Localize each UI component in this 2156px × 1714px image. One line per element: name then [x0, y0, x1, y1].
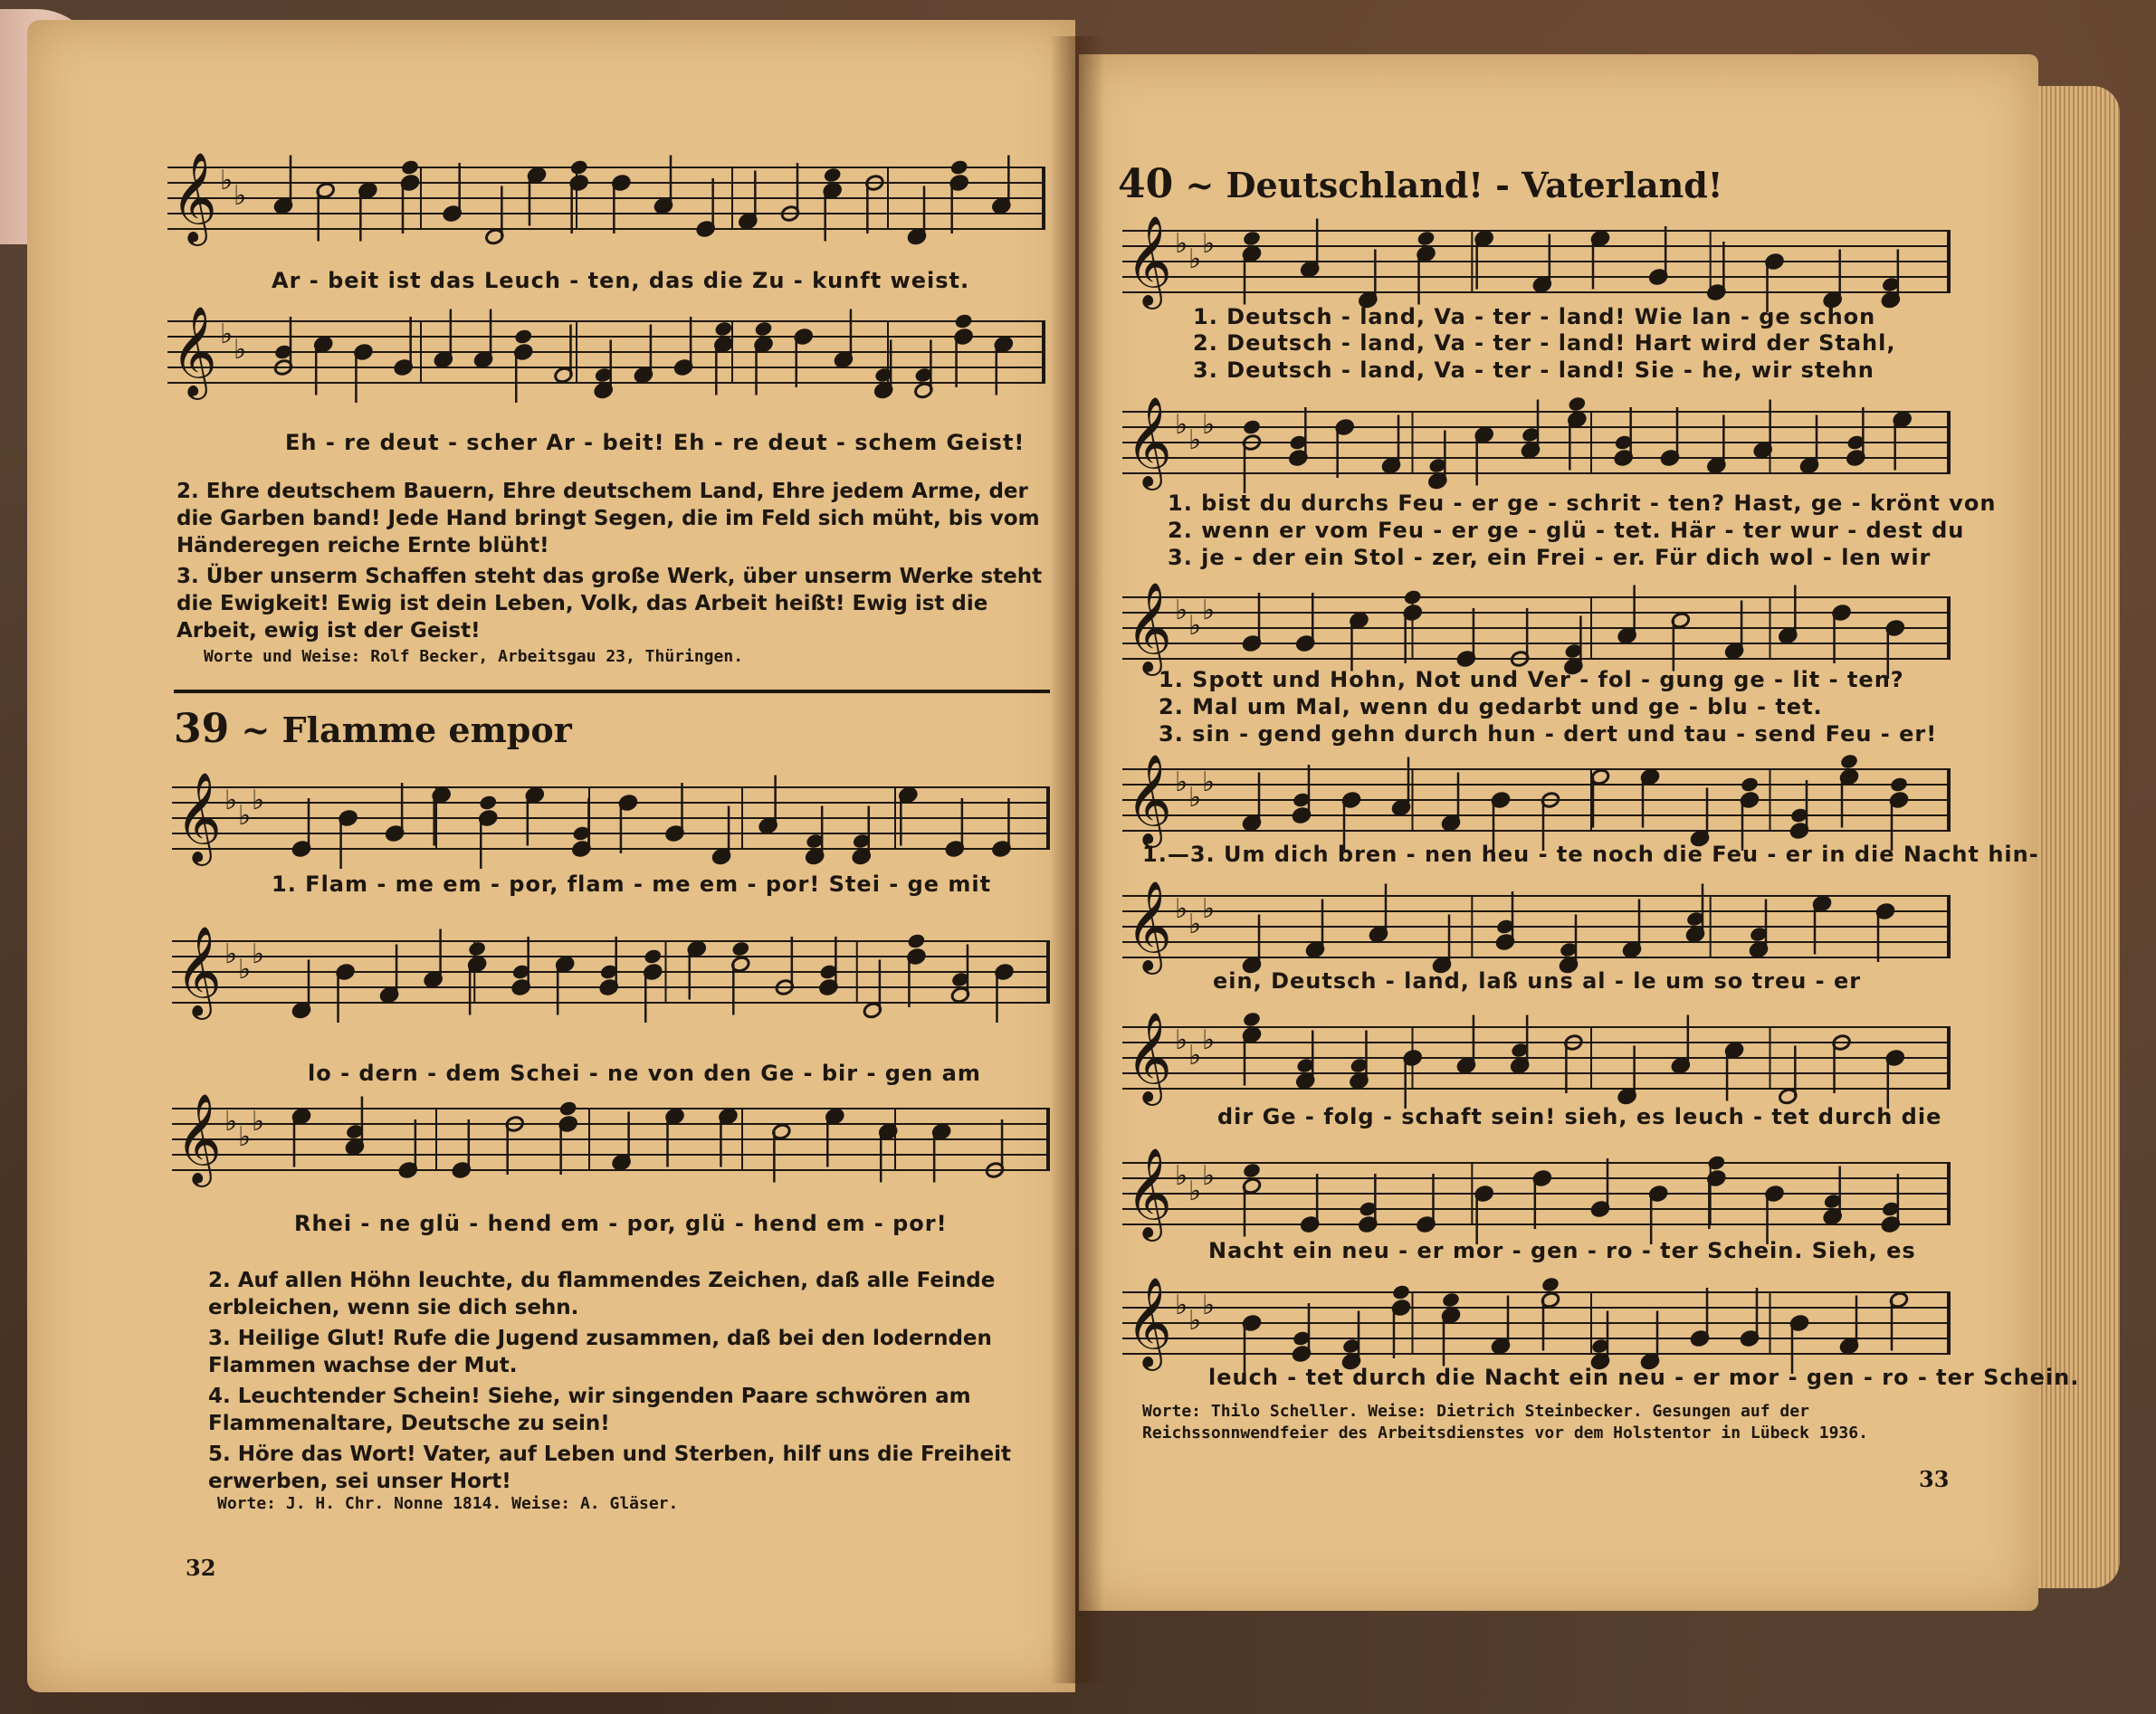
- svg-text:♭: ♭: [220, 164, 234, 196]
- svg-text:♭: ♭: [1202, 892, 1216, 925]
- page-number: 32: [186, 1555, 216, 1581]
- title-dash: ~: [1185, 165, 1215, 205]
- music-staff: [172, 760, 1050, 876]
- svg-text:𝄞: 𝄞: [171, 306, 217, 396]
- svg-text:♭: ♭: [1202, 1289, 1216, 1321]
- lyric-line: 2. Mal um Mal, wenn du gedarbt und ge - blu - tet.: [1159, 694, 1823, 719]
- svg-text:♭: ♭: [238, 1120, 252, 1153]
- svg-text:♭: ♭: [1202, 408, 1216, 441]
- svg-text:♭: ♭: [1175, 1289, 1188, 1321]
- svg-text:𝄞: 𝄞: [1126, 1012, 1172, 1102]
- svg-text:♭: ♭: [1188, 1039, 1202, 1071]
- svg-text:♭: ♭: [1202, 227, 1216, 260]
- verse: 4. Leuchtender Schein! Siehe, wir singenden Paare schwören am Flammenaltare, Deutsche zu sein!: [208, 1385, 971, 1435]
- lyric-line: dir Ge - folg - schaft sein! sieh, es leuch - tet durch die: [1217, 1104, 1942, 1129]
- music-staff: [172, 1081, 1050, 1197]
- svg-text:𝄞: 𝄞: [176, 772, 222, 862]
- svg-text:𝄞: 𝄞: [1126, 215, 1172, 306]
- music-staff: [1122, 742, 1951, 858]
- song-title-text: Deutschland! - Vaterland!: [1226, 165, 1723, 205]
- svg-text:♭: ♭: [1202, 766, 1216, 798]
- svg-text:♭: ♭: [252, 1105, 265, 1138]
- song-number: 40: [1118, 161, 1174, 207]
- verse: 3. Über unserm Schaffen steht das große Werk, über unserm Werke steht die Ewigkeit! Ewig ist dein Leben, Volk, das Arbeit heißt! Ewig ist die Arbeit, ewig ist der Geist!: [176, 565, 1043, 643]
- svg-text:𝄞: 𝄞: [1126, 881, 1172, 971]
- lyric-line: 3. Deutsch - land, Va - ter - land! Sie - he, wir stehn: [1193, 357, 1875, 383]
- music-staff: [1122, 204, 1951, 319]
- svg-text:♭: ♭: [1188, 908, 1202, 940]
- lyric-line: 3. sin - gend gehn durch hun - dert und tau - send Feu - er!: [1159, 721, 1938, 747]
- lyric-line: Rhei - ne glü - hend em - por, glü - hend em - por!: [294, 1211, 948, 1236]
- verse: 2. Auf allen Höhn leuchte, du flammendes Zeichen, daß alle Feinde erbleichen, wenn sie dich sehn.: [208, 1269, 996, 1319]
- svg-text:♭: ♭: [1175, 594, 1188, 626]
- svg-text:♭: ♭: [234, 333, 247, 366]
- music-staff: [1122, 1136, 1951, 1252]
- svg-text:♭: ♭: [238, 799, 252, 832]
- verse: 3. Heilige Glut! Rufe die Jugend zusammen, daß bei den lodernden Flammen wachse der Mut.: [208, 1327, 992, 1377]
- svg-text:♭: ♭: [224, 938, 238, 970]
- svg-text:♭: ♭: [1175, 1159, 1188, 1192]
- song-credit: Worte: Thilo Scheller. Weise: Dietrich Steinbecker. Gesungen auf der Reichssonnwendfeier des Arbeitsdienstes vor dem Holstentor in Lübeck 1936.: [1142, 1402, 1868, 1443]
- music-staff: [1122, 1000, 1951, 1116]
- page-number: 33: [1919, 1466, 1950, 1492]
- svg-text:𝄞: 𝄞: [1126, 396, 1172, 487]
- lyric-line: leuch - tet durch die Nacht ein neu - er mor - gen - ro - ter Schein.: [1208, 1365, 2080, 1390]
- svg-text:♭: ♭: [1202, 1159, 1216, 1192]
- song-credit: Worte: J. H. Chr. Nonne 1814. Weise: A. Gläser.: [217, 1494, 679, 1513]
- svg-text:𝄞: 𝄞: [176, 1093, 222, 1184]
- music-staff: [172, 914, 1050, 1030]
- lyric-line: 1. Deutsch - land, Va - ter - land! Wie lan - ge schon: [1193, 304, 1876, 329]
- svg-text:♭: ♭: [1175, 1024, 1188, 1056]
- svg-text:♭: ♭: [1175, 227, 1188, 260]
- lyric-line: Eh - re deut - scher Ar - beit! Eh - re deut - schem Geist!: [285, 430, 1026, 455]
- music-staff: [1122, 385, 1951, 500]
- svg-text:𝄞: 𝄞: [171, 152, 217, 243]
- section-divider: [174, 690, 1050, 693]
- title-dash: ~: [241, 709, 271, 750]
- svg-text:♭: ♭: [1175, 766, 1188, 798]
- lyric-line: lo - dern - dem Schei - ne von den Ge - bir - gen am: [308, 1061, 981, 1086]
- svg-text:♭: ♭: [1175, 408, 1188, 441]
- svg-text:♭: ♭: [234, 179, 247, 212]
- lyric-line: 1. bist du durchs Feu - er ge - schrit - ten? Hast, ge - krönt von: [1168, 490, 1997, 516]
- music-staff: [167, 294, 1045, 410]
- svg-text:♭: ♭: [1188, 424, 1202, 456]
- svg-text:♭: ♭: [1188, 609, 1202, 642]
- music-staff: [1122, 869, 1951, 985]
- svg-text:♭: ♭: [224, 784, 238, 816]
- lyric-line: Nacht ein neu - er mor - gen - ro - ter Schein. Sieh, es: [1208, 1238, 1916, 1263]
- svg-text:♭: ♭: [252, 938, 265, 970]
- song-number: 39: [174, 706, 230, 752]
- svg-text:♭: ♭: [1188, 781, 1202, 814]
- verse: 5. Höre das Wort! Vater, auf Leben und Sterben, hilf uns die Freiheit erwerben, sei unser Hort!: [208, 1443, 1011, 1493]
- svg-text:♭: ♭: [238, 953, 252, 986]
- verse: 2. Ehre deutschem Bauern, Ehre deutschem Land, Ehre jedem Arme, der die Garben band! Jede Hand bringt Segen, die im Feld sich müht, bis vom Händeregen reiche Ernte blüht!: [176, 480, 1040, 557]
- svg-text:♭: ♭: [252, 784, 265, 816]
- svg-text:𝄞: 𝄞: [176, 926, 222, 1016]
- svg-text:♭: ♭: [220, 318, 234, 350]
- svg-text:𝄞: 𝄞: [1126, 1277, 1172, 1367]
- svg-text:♭: ♭: [224, 1105, 238, 1138]
- svg-text:♭: ♭: [1188, 1175, 1202, 1207]
- lyric-line: ein, Deutsch - land, laß uns al - le um so treu - er: [1213, 968, 1862, 994]
- lyric-line: 1.—3. Um dich bren - nen heu - te noch die Feu - er in die Nacht hin-: [1142, 842, 2039, 867]
- svg-text:♭: ♭: [1202, 1024, 1216, 1056]
- song-title-text: Flamme empor: [281, 709, 572, 750]
- svg-text:♭: ♭: [1175, 892, 1188, 925]
- svg-text:♭: ♭: [1188, 1304, 1202, 1337]
- song-title: [1118, 161, 1723, 207]
- lyric-line: 1. Spott und Hohn, Not und Ver - fol - gung ge - lit - ten?: [1159, 667, 1904, 692]
- lyric-line: 2. Deutsch - land, Va - ter - land! Hart wird der Stahl,: [1193, 330, 1896, 356]
- song-credit: Worte und Weise: Rolf Becker, Arbeitsgau 23, Thüringen.: [204, 647, 744, 666]
- page-edges: [2038, 86, 2120, 1588]
- svg-text:♭: ♭: [1202, 594, 1216, 626]
- lyric-line: Ar - beit ist das Leuch - ten, das die Zu - kunft weist.: [272, 268, 970, 293]
- music-staff: [167, 140, 1045, 256]
- lyric-line: 2. wenn er vom Feu - er ge - glü - tet. Här - ter wur - dest du: [1168, 518, 1965, 543]
- svg-text:𝄞: 𝄞: [1126, 1147, 1172, 1238]
- music-staff: [1122, 1265, 1951, 1381]
- svg-text:𝄞: 𝄞: [1126, 754, 1172, 844]
- song-title: [174, 706, 572, 752]
- svg-text:𝄞: 𝄞: [1126, 582, 1172, 672]
- svg-text:♭: ♭: [1188, 243, 1202, 275]
- lyric-line: 1. Flam - me em - por, flam - me em - por! Stei - ge mit: [272, 871, 992, 897]
- lyric-line: 3. je - der ein Stol - zer, ein Frei - er. Für dich wol - len wir: [1168, 545, 1932, 570]
